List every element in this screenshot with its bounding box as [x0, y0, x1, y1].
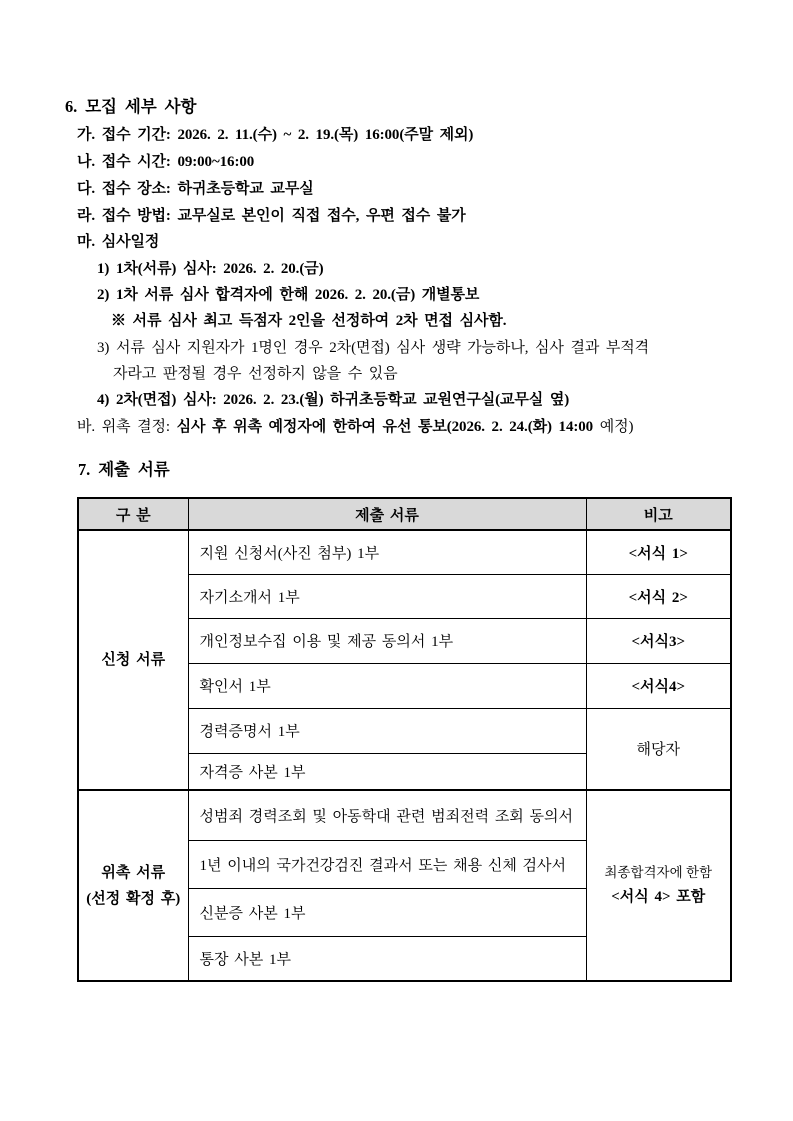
- note-cell: <서식 1>: [586, 530, 731, 574]
- doc-cell: 자격증 사본 1부: [188, 753, 586, 790]
- doc-cell: 개인정보수집 이용 및 제공 동의서 1부: [188, 618, 586, 663]
- item-reception-hours: 나. 접수 시간: 09:00~16:00: [77, 154, 255, 170]
- group-label-line2: (선정 확정 후): [86, 890, 181, 907]
- item-appointment-decision: [77, 417, 633, 437]
- doc-cell: 확인서 1부: [188, 663, 586, 708]
- shared-note-line2: <서식 4> 포함: [611, 889, 706, 905]
- appointment-prefix: 바. 위촉 결정:: [77, 419, 177, 435]
- item-reception-method: 라. 접수 방법: 교무실로 본인이 직접 접수, 우편 접수 불가: [77, 208, 466, 224]
- doc-cell: 경력증명서 1부: [188, 708, 586, 753]
- appointment-bold-text: 심사 후 위촉 예정자에 한하여 유선 통보(2026. 2. 24.(화) 14:00: [176, 419, 594, 435]
- item-review-schedule: 마. 심사일정: [77, 234, 160, 250]
- note-cell: <서식4>: [586, 663, 731, 708]
- sub-item-skip-line1: 3) 서류 심사 지원자가 1명인 경우 2차(면접) 심사 생략 가능하나, 심사 결과 부적격: [97, 340, 650, 356]
- appointment-suffix: 예정): [593, 419, 634, 435]
- doc-cell: 자기소개서 1부: [188, 574, 586, 618]
- item-reception-place: 다. 접수 장소: 하귀초등학교 교무실: [77, 181, 314, 197]
- note-cell: <서식3>: [586, 618, 731, 663]
- submission-documents-table: [77, 497, 732, 982]
- section-6-heading: 6. 모집 세부 사항: [65, 97, 197, 116]
- table-header-row: [78, 498, 731, 530]
- table-row: [78, 790, 731, 840]
- sub-item-first-notify: 2) 1차 서류 심사 합격자에 한해 2026. 2. 20.(금) 개별통보: [97, 287, 480, 303]
- doc-cell: 1년 이내의 국가건강검진 결과서 또는 채용 신체 검사서: [188, 840, 586, 888]
- note-cell: <서식 2>: [586, 574, 731, 618]
- sub-item-second-review: 4) 2차(면접) 심사: 2026. 2. 23.(월) 하귀초등학교 교원연구실(교무실 옆): [97, 392, 570, 408]
- shared-note-cell: [586, 790, 731, 981]
- doc-cell: 신분증 사본 1부: [188, 888, 586, 936]
- section-7-heading: 7. 제출 서류: [78, 460, 170, 479]
- sub-item-first-review: 1) 1차(서류) 심사: 2026. 2. 20.(금): [97, 261, 324, 277]
- shared-note-line1: 최종합격자에 한함: [604, 865, 713, 880]
- table-row: [78, 530, 731, 574]
- group-label-line1: 위촉 서류: [101, 864, 166, 881]
- header-remarks: 비고: [586, 498, 731, 530]
- note-line: ※ 서류 심사 최고 득점자 2인을 선정하여 2차 면접 심사함.: [111, 313, 507, 329]
- doc-cell: 통장 사본 1부: [188, 936, 586, 981]
- group-label-appointment: [78, 790, 188, 981]
- sub-item-skip-line2: 자라고 판정될 경우 선정하지 않을 수 있음: [113, 366, 398, 382]
- doc-cell: 지원 신청서(사진 첨부) 1부: [188, 530, 586, 574]
- item-reception-period: 가. 접수 기간: 2026. 2. 11.(수) ~ 2. 19.(목) 16:00(주말 제외): [77, 127, 474, 143]
- shared-note-cell: 해당자: [586, 708, 731, 790]
- doc-cell: 성범죄 경력조회 및 아동학대 관련 범죄전력 조회 동의서: [188, 790, 586, 840]
- header-category: 구 분: [78, 498, 188, 530]
- group-label-application: 신청 서류: [78, 530, 188, 790]
- header-documents: 제출 서류: [188, 498, 586, 530]
